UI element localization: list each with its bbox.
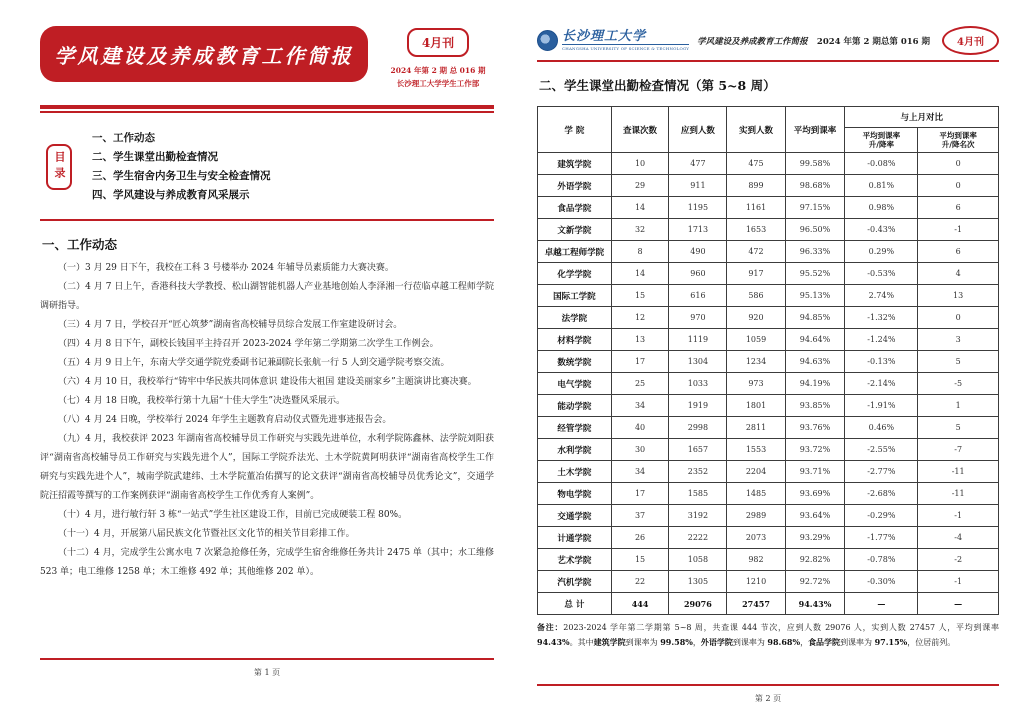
value-cell: 475	[727, 153, 785, 175]
university-logo	[537, 30, 689, 51]
toc-item: 四、学风建设与养成教育风采展示	[92, 188, 250, 201]
value-cell: 490	[669, 241, 727, 263]
page-number: 第 1 页	[253, 668, 281, 677]
work-item: （十一）4 月，开展第八届民族文化节暨社区文化节的相关节目彩排工作。	[58, 528, 355, 539]
toc-item: 一、工作动态	[92, 131, 155, 144]
col-header-rank-change: 平均到课率 升/降名次	[918, 128, 999, 153]
work-items	[40, 259, 494, 582]
divider-thin	[40, 111, 494, 113]
value-cell: 94.63%	[785, 351, 845, 373]
value-cell: 0.98%	[845, 197, 918, 219]
value-cell: 1033	[669, 373, 727, 395]
value-cell: —	[845, 593, 918, 615]
value-cell: -0.53%	[845, 263, 918, 285]
value-cell: 95.52%	[785, 263, 845, 285]
note-segment: 到课率为	[625, 638, 661, 647]
note-segment: ，位居前列。	[907, 638, 956, 647]
value-cell: 93.72%	[785, 439, 845, 461]
value-cell: 14	[611, 263, 669, 285]
college-name-cell: 能动学院	[538, 395, 612, 417]
value-cell: 34	[611, 461, 669, 483]
divider-thick	[40, 105, 494, 109]
value-cell: 1161	[727, 197, 785, 219]
value-cell: 26	[611, 527, 669, 549]
running-head-title: 学风建设及养成教育工作简报	[697, 36, 808, 47]
value-cell: 444	[611, 593, 669, 615]
value-cell: 14	[611, 197, 669, 219]
value-cell: -2.77%	[845, 461, 918, 483]
value-cell: 0.46%	[845, 417, 918, 439]
value-cell: 6	[918, 241, 999, 263]
work-item: （七）4 月 18 日晚，我校举行第十九届“十佳大学生”决选暨风采展示。	[58, 395, 345, 406]
table-row	[538, 483, 999, 505]
value-cell: 13	[918, 285, 999, 307]
value-cell: -1	[918, 571, 999, 593]
attendance-table-head	[538, 107, 999, 153]
value-cell: 973	[727, 373, 785, 395]
value-cell: 960	[669, 263, 727, 285]
value-cell: 8	[611, 241, 669, 263]
table-row	[538, 373, 999, 395]
college-name-cell: 艺术学院	[538, 549, 612, 571]
value-cell: 93.85%	[785, 395, 845, 417]
note-segment: 备注：	[537, 622, 564, 632]
issue-number: 2024 年第 2 期 总 016 期	[390, 66, 486, 75]
value-cell: 93.71%	[785, 461, 845, 483]
value-cell: -2.14%	[845, 373, 918, 395]
issue-info	[391, 65, 486, 91]
section-1-title: 一、工作动态	[42, 236, 118, 252]
table-row	[538, 329, 999, 351]
value-cell: 99.58%	[785, 153, 845, 175]
value-cell: -1	[918, 505, 999, 527]
value-cell: 94.19%	[785, 373, 845, 395]
value-cell: 2352	[669, 461, 727, 483]
college-name-cell: 总 计	[538, 593, 612, 615]
value-cell: 970	[669, 307, 727, 329]
work-item: （九）4 月，我校获评 2023 年湖南省高校辅导员工作研究与实践先进单位，水利学院陈鑫林、法学院刘阳获评“湖南省高校辅导员工作研究与实践先进个人”，国际工学院乔法光、土木学院黄阿明获评“湖南省高校学生工作研究与实践先进个人”，城南学院武建纬、土木学院董冶佑撰写的论文获评“湖南省高校辅导员优秀论文”，交通学院汪招霞等撰写的工作案例获评“湖南省高校学生工作优秀育人案例”。	[40, 433, 494, 501]
issuing-department: 长沙理工大学学生工作部	[396, 78, 480, 88]
value-cell: 2811	[727, 417, 785, 439]
college-name-cell: 外语学院	[538, 175, 612, 197]
value-cell: 2204	[727, 461, 785, 483]
value-cell: 25	[611, 373, 669, 395]
value-cell: 586	[727, 285, 785, 307]
value-cell: 5	[918, 351, 999, 373]
value-cell: 3192	[669, 505, 727, 527]
note-segment: 到课率为	[732, 638, 768, 647]
col-header-rate: 平均到课率	[785, 107, 845, 153]
college-name-cell: 土木学院	[538, 461, 612, 483]
value-cell: 32	[611, 219, 669, 241]
value-cell: -7	[918, 439, 999, 461]
value-cell: 616	[669, 285, 727, 307]
toc-item: 三、学生宿舍内务卫生与安全检查情况	[92, 169, 271, 182]
value-cell: 93.29%	[785, 527, 845, 549]
divider	[40, 219, 494, 221]
value-cell: 1485	[727, 483, 785, 505]
value-cell: 0.81%	[845, 175, 918, 197]
table-row	[538, 153, 999, 175]
value-cell: 1	[918, 395, 999, 417]
page-number: 第 2 页	[754, 694, 782, 703]
value-cell: 4	[918, 263, 999, 285]
value-cell: 15	[611, 285, 669, 307]
logo-text-block	[562, 30, 689, 51]
col-header-college: 学 院	[538, 107, 612, 153]
value-cell: 1195	[669, 197, 727, 219]
value-cell: 920	[727, 307, 785, 329]
table-row	[538, 417, 999, 439]
college-name-cell: 法学院	[538, 307, 612, 329]
page2-header	[537, 26, 999, 55]
value-cell: 2222	[669, 527, 727, 549]
work-item: （四）4 月 8 日下午，副校长钱国平主持召开 2023-2024 学年第二学期第二次学生工作例会。	[58, 338, 439, 349]
work-item: （一）3 月 29 日下午，我校在工科 3 号楼举办 2024 年辅导员素质能力大赛决赛。	[58, 262, 394, 273]
value-cell: 917	[727, 263, 785, 285]
col-header-vs-last-month: 与上月对比	[845, 107, 999, 128]
value-cell: -11	[918, 461, 999, 483]
table-row	[538, 219, 999, 241]
value-cell: -2.68%	[845, 483, 918, 505]
table-note	[537, 620, 999, 650]
value-cell: -2	[918, 549, 999, 571]
page-2	[537, 26, 999, 704]
value-cell: 93.64%	[785, 505, 845, 527]
value-cell: 1234	[727, 351, 785, 373]
value-cell: 10	[611, 153, 669, 175]
college-name-cell: 计通学院	[538, 527, 612, 549]
toc-list	[92, 129, 271, 205]
table-row	[538, 527, 999, 549]
value-cell: 95.13%	[785, 285, 845, 307]
toc-badge: 目录	[46, 144, 72, 190]
value-cell: 15	[611, 549, 669, 571]
value-cell: 96.33%	[785, 241, 845, 263]
value-cell: -0.08%	[845, 153, 918, 175]
note-segment: 食品学院	[808, 637, 841, 647]
value-cell: 3	[918, 329, 999, 351]
value-cell: 2989	[727, 505, 785, 527]
value-cell: 17	[611, 351, 669, 373]
work-item: （二）4 月 7 日上午，香港科技大学教授、松山湖智能机器人产业基地创始人李泽湘一行莅临卓越工程师学院调研指导。	[40, 281, 494, 311]
value-cell: 982	[727, 549, 785, 571]
value-cell: 1058	[669, 549, 727, 571]
footer-divider	[40, 658, 494, 660]
table-row	[538, 461, 999, 483]
value-cell: 1801	[727, 395, 785, 417]
value-cell: 22	[611, 571, 669, 593]
value-cell: 93.76%	[785, 417, 845, 439]
college-name-cell: 文新学院	[538, 219, 612, 241]
note-segment: 2023-2024 学年第二学期第 5~8 周，共查课 444 节次，应到人数 29076 人，实到人数 27457 人，平均到课率	[563, 623, 1000, 632]
college-name-cell: 食品学院	[538, 197, 612, 219]
college-name-cell: 电气学院	[538, 373, 612, 395]
table-row	[538, 197, 999, 219]
value-cell: 6	[918, 197, 999, 219]
value-cell: 1553	[727, 439, 785, 461]
col-header-rate-change: 平均到课率 升/降率	[845, 128, 918, 153]
table-row	[538, 395, 999, 417]
work-item: （五）4 月 9 日上午，东南大学交通学院党委副书记兼副院长张航一行 5 人到交通学院考察交流。	[58, 357, 450, 368]
college-name-cell: 卓越工程师学院	[538, 241, 612, 263]
value-cell: -1.24%	[845, 329, 918, 351]
table-row	[538, 175, 999, 197]
value-cell: 1305	[669, 571, 727, 593]
value-cell: 37	[611, 505, 669, 527]
value-cell: -0.43%	[845, 219, 918, 241]
value-cell: 1657	[669, 439, 727, 461]
value-cell: —	[918, 593, 999, 615]
table-row	[538, 285, 999, 307]
value-cell: 94.85%	[785, 307, 845, 329]
college-name-cell: 数统学院	[538, 351, 612, 373]
attendance-table	[537, 106, 999, 615]
value-cell: 1210	[727, 571, 785, 593]
table-row	[538, 307, 999, 329]
value-cell: 1119	[669, 329, 727, 351]
work-item: （十）4 月，进行敏行轩 3 栋“一站式”学生社区建设工作，目前已完成硬装工程 80%。	[58, 509, 408, 520]
value-cell: 96.50%	[785, 219, 845, 241]
value-cell: 1585	[669, 483, 727, 505]
value-cell: 92.82%	[785, 549, 845, 571]
college-name-cell: 汽机学院	[538, 571, 612, 593]
table-of-contents	[46, 129, 494, 205]
table-row	[538, 241, 999, 263]
table-row	[538, 571, 999, 593]
value-cell: 2998	[669, 417, 727, 439]
value-cell: 92.72%	[785, 571, 845, 593]
value-cell: -1	[918, 219, 999, 241]
table-total-row	[538, 593, 999, 615]
value-cell: -1.77%	[845, 527, 918, 549]
note-segment: 97.15%	[874, 637, 908, 647]
page1-header	[40, 26, 494, 91]
col-header-checks: 查课次数	[611, 107, 669, 153]
attendance-table-body	[538, 153, 999, 615]
university-name: 长沙理工大学	[562, 29, 647, 44]
note-segment: 99.58%	[660, 637, 693, 647]
bulletin-title-banner: 学风建设及养成教育工作简报	[40, 26, 368, 82]
col-header-actual: 实到人数	[727, 107, 785, 153]
value-cell: 1304	[669, 351, 727, 373]
table-row	[538, 351, 999, 373]
value-cell: 899	[727, 175, 785, 197]
note-segment: 。其中	[569, 638, 594, 647]
page-1	[40, 26, 494, 678]
value-cell: -0.13%	[845, 351, 918, 373]
value-cell: 1059	[727, 329, 785, 351]
value-cell: 17	[611, 483, 669, 505]
note-segment: ，	[800, 638, 809, 647]
page1-footer	[40, 658, 494, 678]
note-segment: 94.43%	[537, 637, 570, 647]
value-cell: 0.29%	[845, 241, 918, 263]
college-name-cell: 水利学院	[538, 439, 612, 461]
value-cell: 1919	[669, 395, 727, 417]
note-segment: 建筑学院	[593, 637, 626, 647]
value-cell: -1.91%	[845, 395, 918, 417]
college-name-cell: 建筑学院	[538, 153, 612, 175]
college-name-cell: 材料学院	[538, 329, 612, 351]
header-divider	[537, 60, 999, 62]
college-name-cell: 化学学院	[538, 263, 612, 285]
value-cell: 93.69%	[785, 483, 845, 505]
value-cell: 29	[611, 175, 669, 197]
value-cell: 2.74%	[845, 285, 918, 307]
value-cell: -11	[918, 483, 999, 505]
value-cell: 0	[918, 175, 999, 197]
college-name-cell: 物电学院	[538, 483, 612, 505]
value-cell: 40	[611, 417, 669, 439]
work-item: （十二）4 月，完成学生公寓水电 7 次紧急抢修任务，完成学生宿舍维修任务共计 2475 单（其中；水工维修 523 单；电工维修 1258 单；木工维修 492 单；其他维修 202 单）。	[40, 547, 494, 577]
value-cell: 0	[918, 307, 999, 329]
value-cell: 94.43%	[785, 593, 845, 615]
work-item: （三）4 月 7 日，学校召开“匠心筑梦”湖南省高校辅导员综合发展工作室建设研讨会。	[58, 319, 403, 330]
value-cell: 472	[727, 241, 785, 263]
footer-divider	[537, 684, 999, 686]
value-cell: -5	[918, 373, 999, 395]
issue-meta	[382, 26, 494, 91]
table-row	[538, 263, 999, 285]
college-name-cell: 国际工学院	[538, 285, 612, 307]
value-cell: 5	[918, 417, 999, 439]
value-cell: 98.68%	[785, 175, 845, 197]
col-header-expected: 应到人数	[669, 107, 727, 153]
running-head-issue: 2024 年第 2 期总第 016 期	[816, 36, 931, 47]
value-cell: 0	[918, 153, 999, 175]
month-badge: 4月刊	[942, 26, 999, 55]
note-segment: 98.68%	[767, 637, 801, 647]
table-row	[538, 439, 999, 461]
value-cell: 477	[669, 153, 727, 175]
value-cell: 30	[611, 439, 669, 461]
university-name-en: CHANGSHA UNIVERSITY OF SCIENCE & TECHNOLOGY	[562, 46, 690, 51]
value-cell: -0.30%	[845, 571, 918, 593]
page2-footer	[537, 684, 999, 704]
value-cell: 29076	[669, 593, 727, 615]
note-segment: 外语学院	[700, 637, 733, 647]
value-cell: 27457	[727, 593, 785, 615]
college-name-cell: 经管学院	[538, 417, 612, 439]
value-cell: 1713	[669, 219, 727, 241]
college-name-cell: 交通学院	[538, 505, 612, 527]
work-item: （六）4 月 10 日，我校举行“铸牢中华民族共同体意识 建设伟大祖国 建设美丽家乡”主题演讲比赛决赛。	[58, 376, 477, 387]
note-segment: 到课率为	[840, 638, 875, 647]
value-cell: 94.64%	[785, 329, 845, 351]
value-cell: 34	[611, 395, 669, 417]
value-cell: 911	[669, 175, 727, 197]
value-cell: 2073	[727, 527, 785, 549]
table-row	[538, 549, 999, 571]
value-cell: -1.32%	[845, 307, 918, 329]
value-cell: 1653	[727, 219, 785, 241]
value-cell: 13	[611, 329, 669, 351]
value-cell: -2.55%	[845, 439, 918, 461]
university-emblem-icon	[537, 30, 558, 51]
value-cell: 12	[611, 307, 669, 329]
note-segment: ，	[692, 638, 701, 647]
value-cell: 97.15%	[785, 197, 845, 219]
value-cell: -0.78%	[845, 549, 918, 571]
section-2-title: 二、学生课堂出勤检查情况（第 5~8 周）	[539, 78, 776, 93]
value-cell: -4	[918, 527, 999, 549]
value-cell: -0.29%	[845, 505, 918, 527]
table-row	[538, 505, 999, 527]
month-badge: 4月刊	[407, 28, 469, 57]
work-item: （八）4 月 24 日晚，学校举行 2024 年学生主题教育启动仪式暨先进事迹报告会。	[58, 414, 392, 425]
toc-item: 二、学生课堂出勤检查情况	[92, 150, 218, 163]
